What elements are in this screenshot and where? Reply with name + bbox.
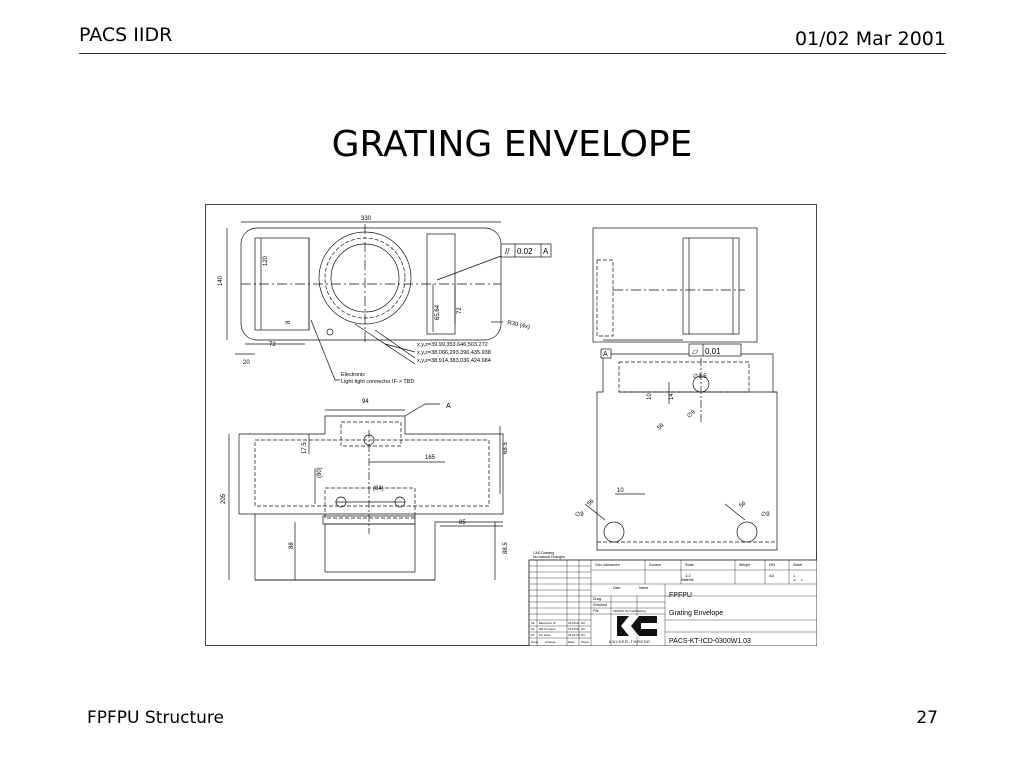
dim-80: (80) [317,467,323,478]
rev-3-date: 18.01.00 [568,633,580,637]
dim-r30: R30 (4x) [506,320,531,331]
tb-sheet-total: 1 [801,578,803,582]
document-number: PACS-KT-ICD-0300W1.03 [669,638,751,645]
dim-17: 17.5 [302,442,308,454]
tolerance-datum: A [543,247,549,256]
dim-68: 68.5 [503,442,509,454]
note-electronic: Electronic [341,372,366,378]
note-connector: Light tight connector IF-> TBD [341,379,415,385]
cad-note-1: CAD Drawing [533,551,555,555]
tb-date-label: Date [613,586,621,590]
datum-a-side: A [603,351,608,358]
dim-65: 65.64 [435,304,441,320]
tb-file-value: 0300W1.02.Cat/Drawing [613,609,646,613]
dim-88: 88 [289,542,295,549]
dim-330: 330 [361,216,372,222]
rev-3-name: HC [581,633,586,637]
dim-72: 72 [269,342,276,348]
header-divider [79,53,946,54]
tb-date-col-label: Date [568,640,575,644]
part-title: Grating Envelope [669,610,724,617]
dim-56c: 56 [738,500,748,510]
dim-205: 205 [221,493,227,504]
rev-2-change: DR-R Inputs [539,627,556,631]
dim-72b: 72 [457,307,463,314]
tolerance-symbol: // [505,247,510,256]
rev-1-change: Electronic IF [539,621,556,625]
dim-8: 8 [286,320,292,324]
tb-scale-value: 1:2 [685,573,691,578]
technical-drawing [205,204,817,646]
dim-d9c: ∅9 [761,512,770,518]
rev-2-date: 15.03.01 [568,627,580,631]
coordinate-2: x,y,z=38.066,293.396,435.938 [417,350,491,356]
footer-section: FPFPU Structure [87,708,224,728]
tolerance-value: 0.02 [517,247,533,256]
rev-2-name: HC [581,627,586,631]
kayser-threde-logo [617,616,657,636]
tb-din-value: A3 [769,573,774,578]
tb-sheet-of: of [793,578,796,582]
dim-10: 10 [647,393,653,400]
dim-165: 165 [425,455,436,461]
company-name: KAYSER-THREDE [609,639,651,644]
project-name: FPFPU [669,592,692,599]
dim-94: 94 [362,399,369,405]
tb-issue-label: Issue [531,640,539,644]
dim-140: 140 [218,275,224,286]
tb-material-label: Material [681,578,694,582]
dim-10b: 10 [617,488,624,494]
dim-d9: ∅9 [686,409,697,420]
dim-88b: 88.5 [503,542,509,554]
rev-2-number: 02 [531,627,535,631]
slide-title: GRATING ENVELOPE [331,124,693,166]
dim-d9b: ∅9 [575,512,584,518]
tb-checked-label: Checked [593,603,607,607]
rev-3-number: 01 [531,633,535,637]
tb-scale-label: Scale [685,563,694,567]
dim-56b: 56 [586,498,596,508]
cad-note-2: No manual Changes [533,555,565,559]
rev-1-number: 03 [531,621,535,625]
dim-120: 120 [263,255,269,266]
tb-surface-label: Surface [649,563,662,567]
dim-d1-5: ∅1.5 [693,374,707,380]
rev-1-name: HC [581,621,586,625]
flatness-symbol: ▱ [692,347,699,356]
dim-84: (84) [373,486,384,492]
title-block [529,560,817,646]
dim-56: 56 [656,422,666,432]
tb-name-col-label: Name [581,640,590,644]
tb-file-label: File [593,609,599,613]
tb-sheet-label: Sheet [793,563,803,567]
header-date: 01/02 Mar 2001 [794,28,946,50]
dim-14: 14 [669,393,675,400]
dim-20: 20 [243,360,250,366]
coordinate-1: x,y,z=39.99,353.646,503.272 [417,342,488,348]
tb-change-label: Change [545,640,556,644]
flatness-value: 0,01 [705,347,721,356]
coordinate-3: x,y,z=38.914,383.036,424.684 [417,358,491,364]
header-title: PACS IIDR [79,24,173,46]
tb-drawn-label: Drwg [593,597,602,601]
datum-a-front: A [446,403,451,410]
dim-85: 85 [459,520,466,526]
tb-din-label: DIN [769,563,776,567]
rev-1-date: 24.05.01 [568,621,580,625]
rev-3-change: 1st issue [539,633,551,637]
page-number: 27 [916,708,938,728]
tb-name-label: Name [639,586,649,590]
tb-sheet-value: 1 [793,573,796,578]
tb-weight-label: Weight [739,563,750,567]
tb-tolerances-label: Gen. tolerances [595,563,620,567]
